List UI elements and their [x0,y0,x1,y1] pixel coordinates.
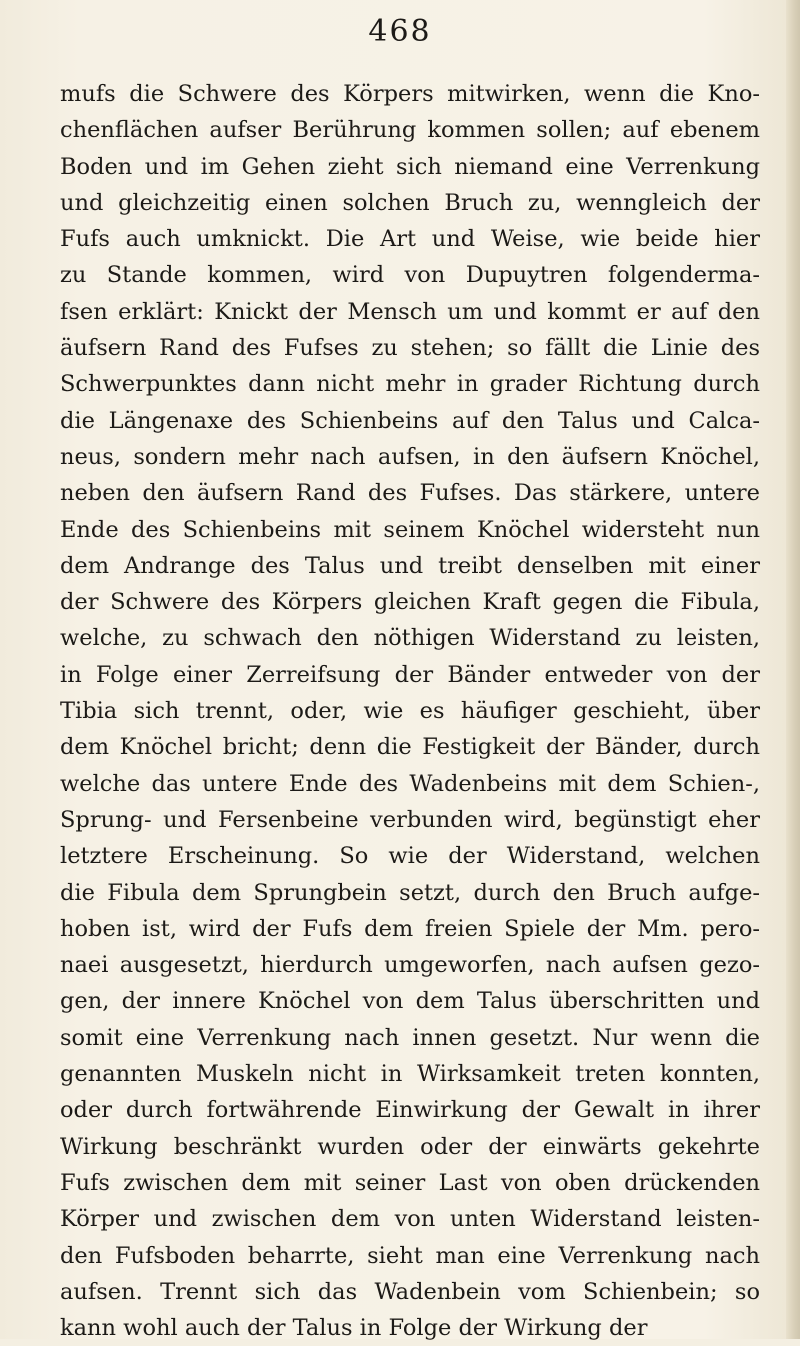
text-line: gen, der innere Knöchel von dem Talus überschritten und [60,988,760,1015]
text-line: genannten Muskeln nicht in Wirksamkeit treten konnten, [60,1061,760,1088]
text-line: in Folge einer Zerreifsung der Bänder entweder von der [60,661,760,688]
text-line: Sprung- und Fersenbeine verbunden wird, begünstigt eher [60,806,760,833]
text-line: neben den äufsern Rand des Fufses. Das stärkere, untere [60,480,760,507]
text-line: fsen erklärt: Knickt der Mensch um und kommt er auf den [60,298,760,325]
text-line: neus, sondern mehr nach aufsen, in den äufsern Knöchel, [60,443,760,470]
text-line: naei ausgesetzt, hierdurch umgeworfen, nach aufsen gezo- [60,952,760,979]
text-line: Wirkung beschränkt wurden oder der einwärts gekehrte [60,1133,760,1160]
body-text [60,76,760,1346]
text-line: Körper und zwischen dem von unten Widerstand leisten- [60,1206,760,1233]
text-line: Fufs zwischen dem mit seiner Last von oben drückenden [60,1169,760,1196]
text-line: äufsern Rand des Fufses zu stehen; so fällt die Linie des [60,335,760,362]
text-line: Ende des Schienbeins mit seinem Knöchel widersteht nun [60,516,760,543]
text-line: Schwerpunktes dann nicht mehr in grader Richtung durch [60,371,760,398]
text-line: die Fibula dem Sprungbein setzt, durch den Bruch aufge- [60,879,760,906]
text-line: welche, zu schwach den nöthigen Widerstand zu leisten, [60,625,760,652]
text-line: dem Andrange des Talus und treibt denselben mit einer [60,552,760,579]
text-line: somit eine Verrenkung nach innen gesetzt. Nur wenn die [60,1024,760,1051]
text-line: Tibia sich trennt, oder, wie es häufiger geschieht, über [60,698,760,725]
text-line: den Fufsboden beharrte, sieht man eine Verrenkung nach [60,1242,760,1269]
text-line: oder durch fortwährende Einwirkung der Gewalt in ihrer [60,1097,760,1124]
page-number: 468 [368,14,432,49]
text-line: die Längenaxe des Schienbeins auf den Talus und Calca- [60,407,760,434]
text-line: kann wohl auch der Talus in Folge der Wirkung der [60,1315,648,1342]
text-line: dem Knöchel bricht; denn die Festigkeit der Bänder, durch [60,734,760,761]
text-line: hoben ist, wird der Fufs dem freien Spiele der Mm. pero- [60,915,760,942]
text-line: und gleichzeitig einen solchen Bruch zu, wenngleich der [60,189,760,216]
text-line: der Schwere des Körpers gleichen Kraft gegen die Fibula, [60,589,760,616]
text-line: Boden und im Gehen zieht sich niemand eine Verrenkung [60,153,760,180]
text-line: zu Stande kommen, wird von Dupuytren folgenderma- [60,262,760,289]
text-line: Fufs auch umknickt. Die Art und Weise, wie beide hier [60,226,760,253]
text-line: aufsen. Trennt sich das Wadenbein vom Schienbein; so [60,1278,760,1305]
text-line: chenflächen aufser Berührung kommen sollen; auf ebenem [60,117,760,144]
text-line: mufs die Schwere des Körpers mitwirken, wenn die Kno- [60,81,760,107]
text-line: welche das untere Ende des Wadenbeins mit dem Schien-, [60,770,760,797]
page-edge [786,0,800,1339]
text-line: letztere Erscheinung. So wie der Widerstand, welchen [60,843,760,870]
